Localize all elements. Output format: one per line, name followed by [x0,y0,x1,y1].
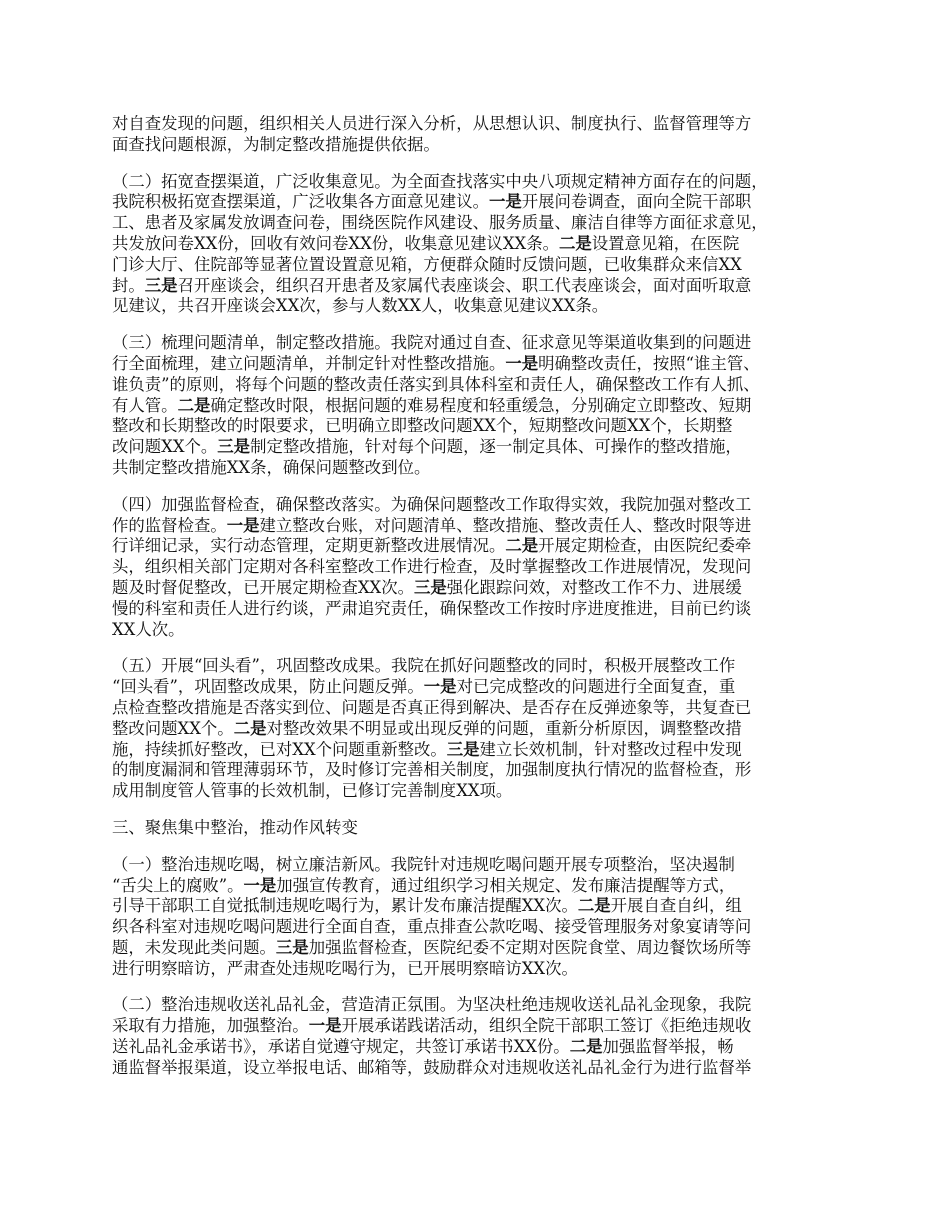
text-segment: 通监督举报渠道，设立举报电话、邮箱等，鼓励群众对违规收送礼品礼金行为进行监督举 [112,1057,752,1077]
text-line [112,876,847,897]
text-segment: 改问题XX个。 [112,437,218,457]
text-line [112,495,847,516]
text-segment: 面查找问题根源，为制定整改措施提供依据。 [112,134,440,154]
bold-lead-text: 二是 [233,718,267,738]
text-segment: 加强宣传教育，通过组织学习相关规定、发布廉洁提醒等方式， [276,875,736,895]
text-line [112,437,847,458]
text-segment: （五）开展“回头看”，巩固整改成果。我院在抓好问题整改的同时，积极开展整改工作 [112,656,736,676]
text-line [112,1016,847,1037]
text-segment: 我院积极拓宽查摆渠道，广泛收集各方面意见建议。 [112,192,489,212]
text-line [112,396,847,417]
text-line [112,781,847,802]
text-segment: 引导干部职工自觉抵制违规吃喝行为，累计发布廉洁提醒XX次。 [112,896,578,916]
text-segment: 开展问卷调查，面向全院干部职 [521,192,752,212]
text-segment: 慢的科室和责任人进行约谈，严肃追究责任，确保整改工作按时序进度推进，目前已约谈 [112,598,752,618]
bold-lead-text: 二是 [505,536,539,556]
text-segment: 建立整改台账，对问题清单、整改措施、整改责任人、整改时限等进 [259,515,752,535]
bold-lead-text: 一是 [243,875,277,895]
text-segment: 对已完成整改的问题进行全面复查，重 [456,677,736,697]
paragraph [112,114,847,156]
text-segment: 共发放问卷XX份，回收有效问卷XX份，收集意见建议XX条。 [112,233,559,253]
text-line [112,255,847,276]
text-segment: 工、患者及家属发放调查问卷，围绕医院作风建设、服务质量、廉洁自律等方面征求意见， [112,213,768,233]
text-segment: 进行明察暗访，严肃查处违规吃喝行为，已开展明察暗访XX次。 [112,958,578,978]
text-segment: 强化跟踪问效，对整改工作不力、进展缓 [446,577,742,597]
text-line [112,276,847,297]
bold-lead-text: 一是 [488,192,522,212]
bold-lead-text: 三是 [144,275,178,295]
text-segment: 整改和长期整改的时限要求，已明确立即整改问题XX个，短期整改问题XX个，长期整 [112,416,733,436]
text-line [112,740,847,761]
text-line [112,1058,847,1079]
paragraph [112,995,847,1078]
text-segment: 召开座谈会，组织召开患者及家属代表座谈会、职工代表座谈会，面对面听取意 [177,275,752,295]
bold-lead-text: 二是 [577,896,611,916]
paragraph [112,172,847,318]
text-line [112,135,847,156]
text-segment: 开展定期检查，由医院纪委牵 [538,536,752,556]
text-segment: （二）整治违规收送礼品礼金，营造清正氛围。为坚决杜绝违规收送礼品礼金现象，我院 [112,995,752,1015]
text-segment: 题及时督促整改，已开展定期检查XX次。 [112,577,414,597]
text-line [112,938,847,959]
paragraph [112,333,847,479]
text-segment: 对自查发现的问题，组织相关人员进行深入分析，从思想认识、制度执行、监督管理等方 [112,114,752,133]
text-line [112,516,847,537]
text-line [112,114,847,135]
text-segment: 题，未发现此类问题。 [112,937,276,957]
text-segment: 开展承诺践诺活动，组织全院干部职工签订《拒绝违规收 [341,1016,752,1036]
bold-lead-text: 二是 [569,1037,603,1057]
text-line [112,959,847,980]
text-line [112,296,847,317]
text-segment: （四）加强监督检查，确保整改落实。为确保问题整改工作取得实效，我院加强对整改工 [112,494,752,514]
text-segment: 加强监督举报，畅 [602,1037,734,1057]
text-segment: 建立长效机制，针对整改过程中发现 [479,739,742,759]
paragraph [112,656,847,802]
bold-lead-text: 三是 [217,437,251,457]
text-segment: 封。 [112,275,145,295]
text-segment: 设置意见箱，在医院 [591,233,740,253]
paragraph [112,855,847,980]
paragraph [112,818,847,839]
text-line [112,213,847,234]
text-segment: 谁负责”的原则，将每个问题的整改责任落实到具体科室和责任人，确保整改工作有人抓、 [112,374,760,394]
text-line [112,458,847,479]
text-line [112,698,847,719]
text-line [112,416,847,437]
text-segment: （二）拓宽查摆渠道，广泛收集意见。为全面查找落实中央八项规定精神方面存在的问题， [112,171,768,191]
text-line [112,536,847,557]
bold-lead-text: 三是 [275,937,309,957]
text-segment: 明确整改责任，按照“谁主管、 [538,353,760,373]
text-segment: 施，持续抓好整改，已对XX个问题重新整改。 [112,739,447,759]
text-segment: 送礼品礼金承诺书》，承诺自觉遵守规定，共签订承诺书XX份。 [112,1037,570,1057]
bold-lead-text: 三是 [413,577,447,597]
bold-lead-text: 一是 [505,353,539,373]
text-line [112,578,847,599]
text-segment: 头，组织相关部门定期对各科室整改工作进行检查，及时掌握整改工作进展情况，发现问 [112,557,752,577]
text-line [112,375,847,396]
paragraph [112,495,847,641]
text-line [112,1037,847,1058]
bold-lead-text: 二是 [559,233,592,253]
text-segment: 共制定整改措施XX条，确保问题整改到位。 [112,457,431,477]
text-segment: 三、聚焦集中整治，推动作风转变 [112,817,358,837]
text-segment: 织各科室对违规吃喝问题进行全面自查，重点排查公款吃喝、接受管理服务对象宴请等问 [112,917,752,937]
text-line [112,557,847,578]
text-segment: 开展自查自纠，组 [610,896,742,916]
text-line [112,333,847,354]
text-segment: 门诊大厅、住院部等显著位置设置意见箱，方便群众随时反馈问题，已收集群众来信XX [112,254,742,274]
text-segment: 行全面梳理，建立问题清单，并制定针对性整改措施。 [112,353,506,373]
bold-lead-text: 一是 [308,1016,342,1036]
bold-lead-text: 一是 [423,677,457,697]
text-line [112,995,847,1016]
text-segment: “回头看”，巩固整改成果，防止问题反弹。 [112,677,424,697]
text-segment: 行详细记录，实行动态管理，定期更新整改进展情况。 [112,536,506,556]
text-segment: （一）整治违规吃喝，树立廉洁新风。我院针对违规吃喝问题开展专项整治，坚决遏制 [112,854,735,874]
text-segment: XX人次。 [112,619,185,639]
text-line [112,917,847,938]
text-segment: 成用制度管人管事的长效机制，已修订完善制度XX项。 [112,781,513,801]
text-line [112,354,847,375]
text-line [112,599,847,620]
text-segment: 采取有力措施，加强整治。 [112,1016,309,1036]
text-segment: 整改问题XX个。 [112,718,234,738]
text-segment: 加强监督检查，医院纪委不定期对医院食堂、周边餐饮场所等 [308,937,752,957]
text-segment: （三）梳理问题清单，制定整改措施。我院对通过自查、征求意见等渠道收集到的问题进 [112,333,752,353]
bold-lead-text: 三是 [446,739,480,759]
text-line [112,677,847,698]
text-line [112,656,847,677]
text-segment: 对整改效果不明显或出现反弹的问题，重新分析原因，调整整改措 [266,718,742,738]
text-segment: 见建议，共召开座谈会XX次，参与人数XX人，收集意见建议XX条。 [112,296,609,316]
text-line [112,620,847,641]
text-line [112,818,847,839]
text-segment: 制定整改措施，针对每个问题，逐一制定具体、可操作的整改措施， [250,437,742,457]
text-segment: “舌尖上的腐败”。 [112,875,244,895]
text-line [112,896,847,917]
text-segment: 作的监督检查。 [112,515,227,535]
text-segment: 有人管。 [112,395,178,415]
bold-lead-text: 二是 [177,395,211,415]
text-line [112,760,847,781]
text-line [112,172,847,193]
text-line [112,855,847,876]
text-line [112,719,847,740]
bold-lead-text: 一是 [226,515,260,535]
text-segment: 确定整改时限，根据问题的难易程度和轻重缓急，分别确定立即整改、短期 [210,395,752,415]
text-segment: 的制度漏洞和管理薄弱环节，及时修订完善相关制度，加强制度执行情况的监督检查，形 [112,760,752,780]
text-line [112,234,847,255]
document-body [112,114,847,1095]
text-line [112,192,847,213]
text-segment: 点检查整改措施是否落实到位、问题是否真正得到解决、是否存在反弹迹象等，共复查已 [112,697,752,717]
